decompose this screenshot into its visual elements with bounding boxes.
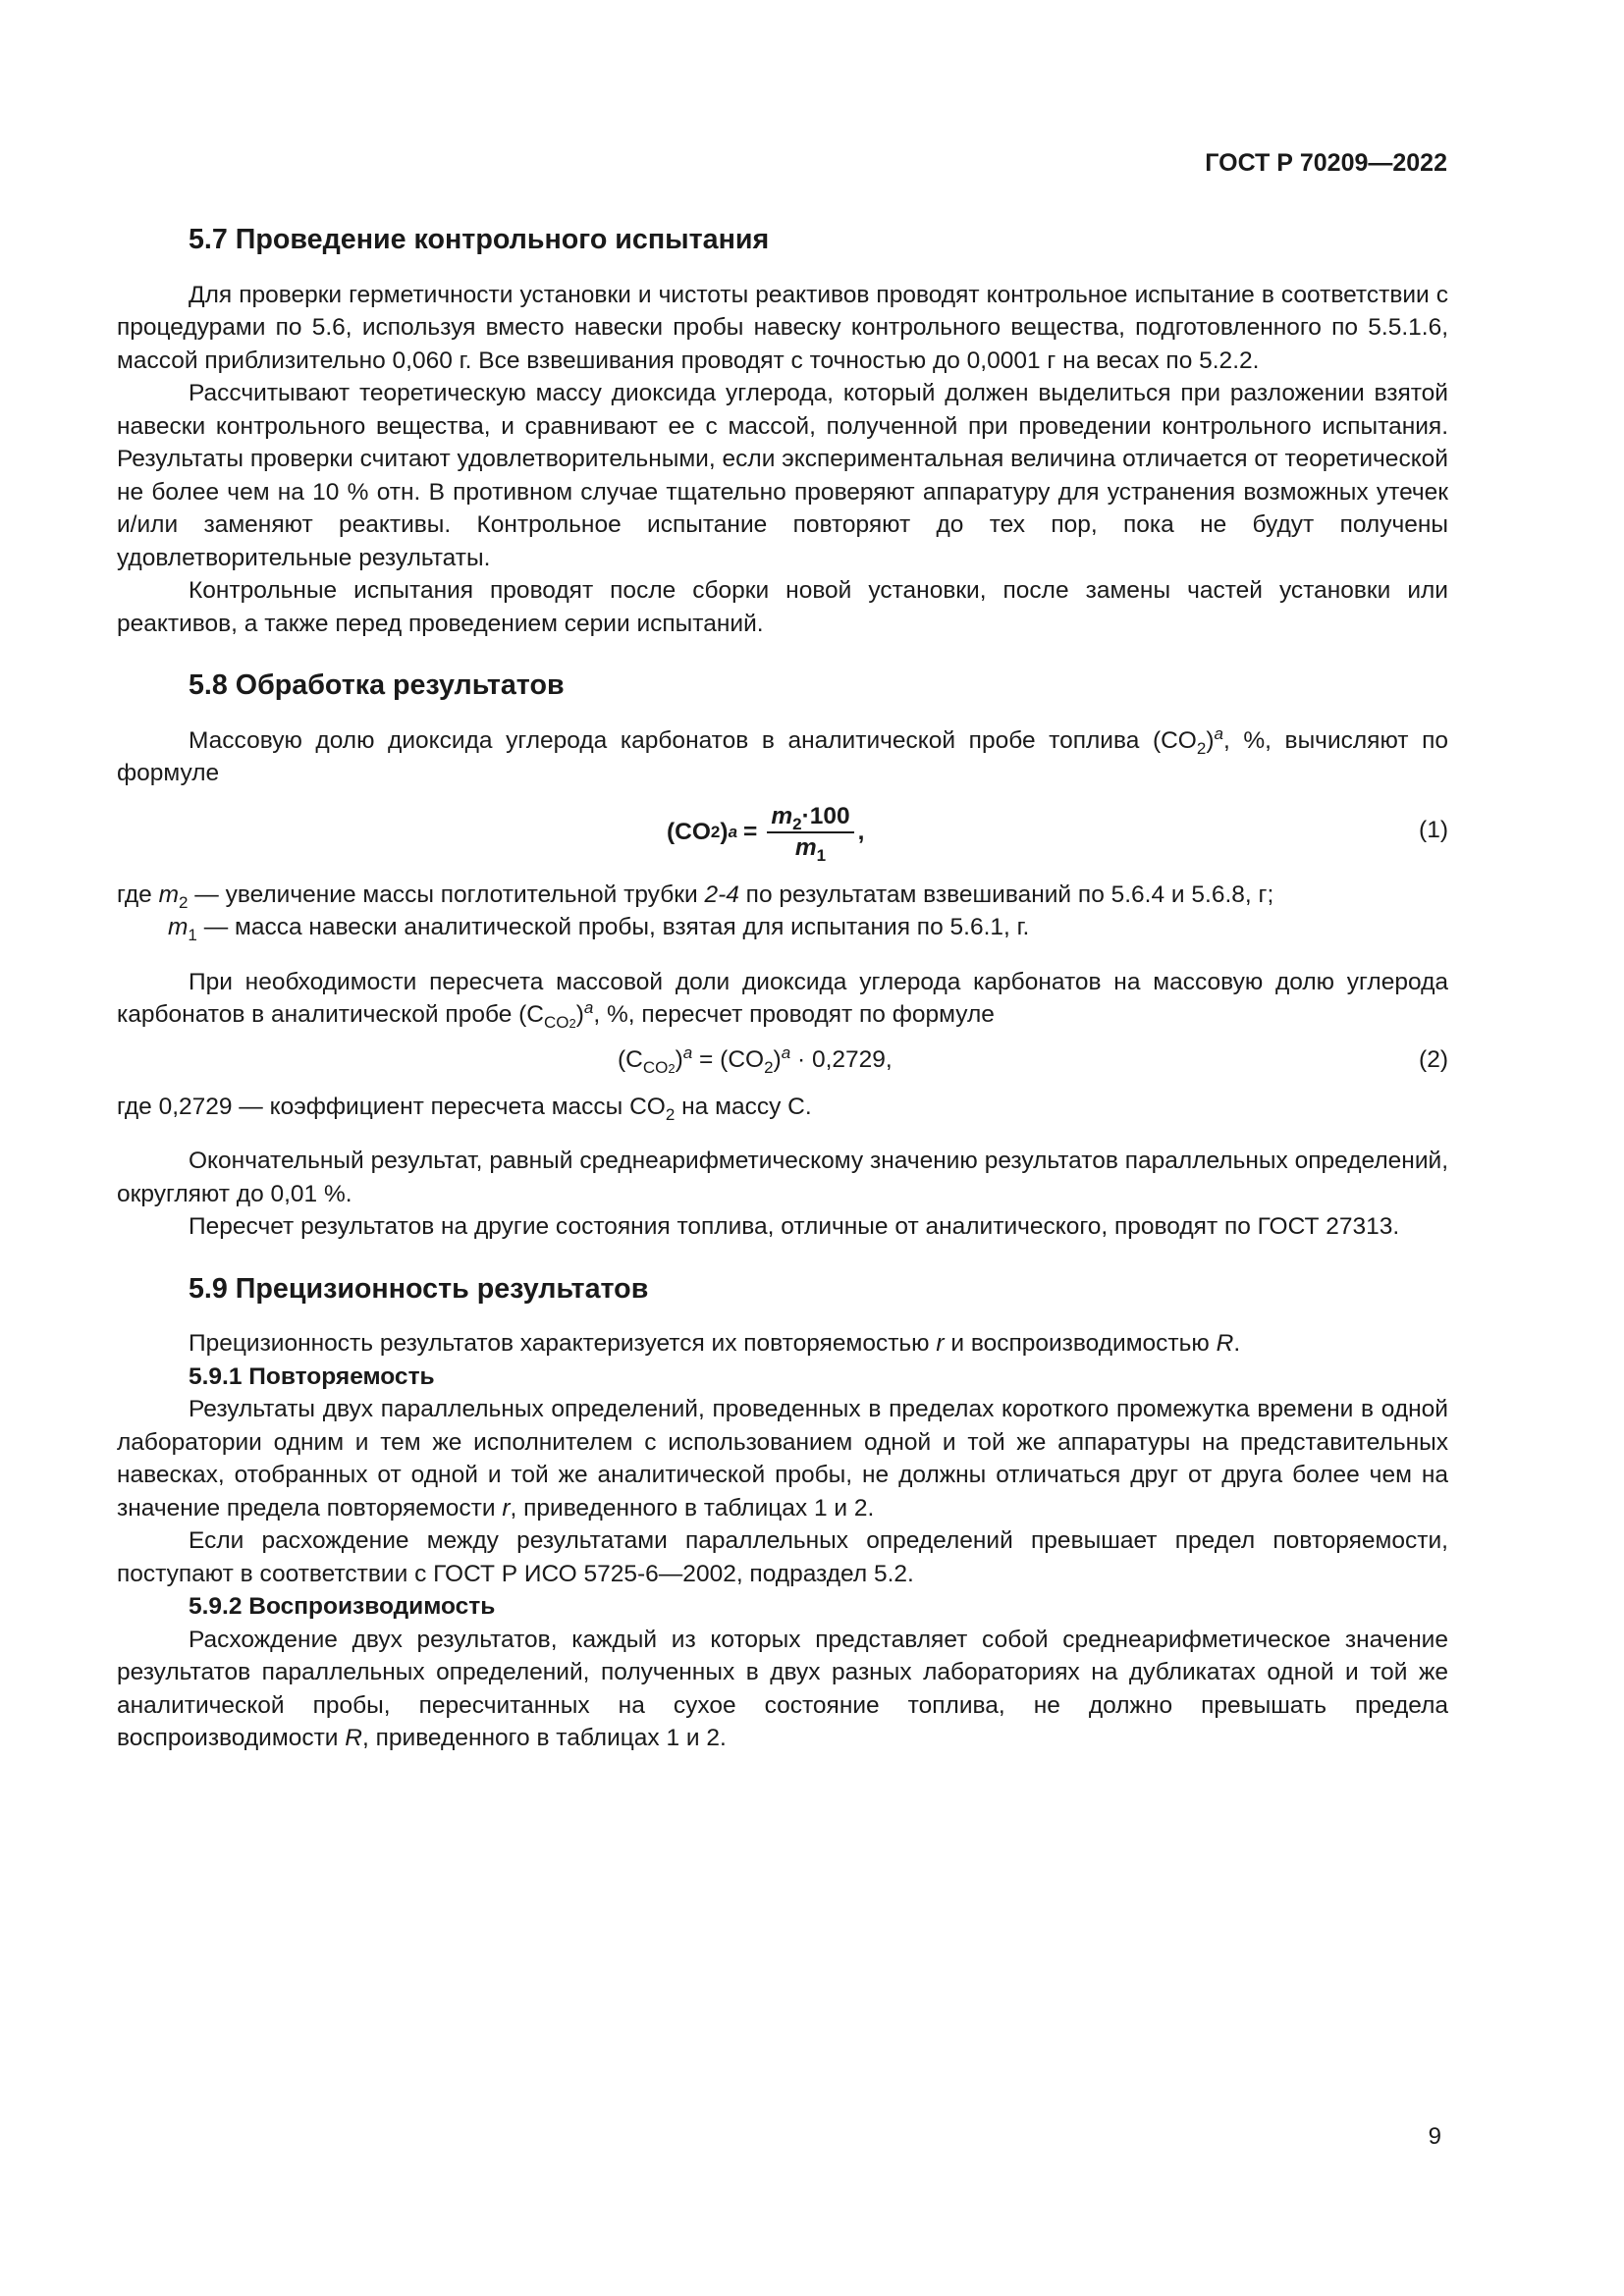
formula-1-number: (1) xyxy=(1419,816,1448,843)
section-5-7-paragraph-1: Для проверки герметичности установки и чистоты реактивов проводят контрольное испытание в соответствии с процедурами по 5.6, используя вместо навески пробы навеску контрольного вещества, подготовленного по 5.5.1.6, массой приблизительно 0,060 г. Все взвешивания проводят с точностью до 0,0001 г на весах по 5.2.2. xyxy=(117,281,1448,374)
section-5-9-1-paragraph-2: Если расхождение между результатами параллельных определений превышает предел повторяемости, поступают в соответствии с ГОСТ Р ИСО 5725-6—2002, подраздел 5.2. xyxy=(117,1527,1448,1587)
section-5-8-title: 5.8 Обработка результатов xyxy=(189,669,565,701)
formula-1 xyxy=(117,790,1448,879)
section-5-9-2-paragraph-1: Расхождение двух результатов, каждый из которых представляет собой среднеарифметическое значение результатов параллельных определений, полученных в двух разных лабораториях на дубликатах одной и той же аналитической пробы, пересчитанных на сухое состояние топлива, не должно превышать предела воспроизводимости R, приведенного в таблицах 1 и 2. xyxy=(117,1626,1448,1751)
section-5-8-paragraph-1: Массовую долю диоксида углерода карбонатов в аналитической пробе топлива $(CO_2)^a$, %, вычисляют по формуле xyxy=(117,723,1448,786)
formula-2-number: (2) xyxy=(1419,1045,1448,1073)
formula-2-legend: где 0,2729 — коэффициент пересчета массы $CO_2$ на массу C. xyxy=(117,1093,812,1124)
formula-1-fraction: $\frac{m_2\cdot 100}{m_1}$ xyxy=(767,802,853,863)
section-5-9-1-title: 5.9.1 Повторяемость xyxy=(189,1362,435,1390)
section-5-9-1-paragraph-1: Результаты двух параллельных определений, проведенных в пределах короткого промежутка времени в одной лаборатории одним и тем же исполнителем с использованием одной и той же аппаратуры на представительных навесках, отобранных от одной и той же аналитической пробы, не должны отличаться друг от друга более чем на значение предела повторяемости r, приведенного в таблицах 1 и 2. xyxy=(117,1396,1448,1522)
section-5-9-2-title: 5.9.2 Воспроизводимость xyxy=(189,1593,496,1620)
section-5-8-paragraph-3: Окончательный результат, равный среднеарифметическому значению результатов параллельных определений, округляют до 0,01 %. xyxy=(117,1148,1448,1207)
section-5-8-paragraph-2: При необходимости пересчета массовой доли диоксида углерода карбонатов на массовую долю углерода карбонатов в аналитической пробе $(C_{CO2})^a$, %, пересчет проводят по формуле xyxy=(117,968,1448,1032)
page-number: 9 xyxy=(1428,2123,1441,2150)
section-5-9-title: 5.9 Прецизионность результатов xyxy=(189,1272,649,1305)
legend-m2: где $m_2$ — увеличение массы поглотительной трубки 2-4 по результатам взвешиваний по 5.6.4 и 5.6.8, г; xyxy=(117,881,1274,912)
formula-2-expression: $(C_{CO2})^a = (CO_2)^a \cdot 0,2729$, xyxy=(618,1042,893,1077)
section-5-7-paragraph-3: Контрольные испытания проводят после сборки новой установки, после замены частей установки или реактивов, а также перед проведением серии испытаний. xyxy=(117,577,1448,637)
document-body xyxy=(117,224,1448,1755)
section-5-7-paragraph-2: Рассчитывают теоретическую массу диоксида углерода, который должен выделиться при разложении взятой навески контрольного вещества, и сравнивают ее с массой, полученной при проведении контрольного испытания. Результаты проверки считают удовлетворительными, если экспериментальная величина отличается от теоретической не более чем на 10 % отн. В противном случае тщательно проверяют аппаратуру для устранения возможных утечек и/или заменяют реактивы. Контрольное испытание повторяют до тех пор, пока не будут получены удовлетворительные результаты. xyxy=(117,380,1448,571)
formula-1-expression: (CO 2 ) a = $\frac{m_2\cdot 100}{m_1}$ , xyxy=(667,802,865,865)
formula-2 xyxy=(117,1032,1448,1091)
section-5-8-paragraph-4: Пересчет результатов на другие состояния топлива, отличные от аналитического, проводят по ГОСТ 27313. xyxy=(189,1213,1400,1240)
formula-1-legend xyxy=(117,879,1448,944)
section-5-9-paragraph-1: Прецизионность результатов характеризуется их повторяемостью r и воспроизводимостью R. xyxy=(189,1330,1241,1357)
section-5-7-title: 5.7 Проведение контрольного испытания xyxy=(189,224,770,255)
document-header: ГОСТ Р 70209—2022 xyxy=(1205,149,1447,177)
legend-m1: $m_1$ — масса навески аналитической пробы, взятая для испытания по 5.6.1, г. xyxy=(168,914,1030,944)
